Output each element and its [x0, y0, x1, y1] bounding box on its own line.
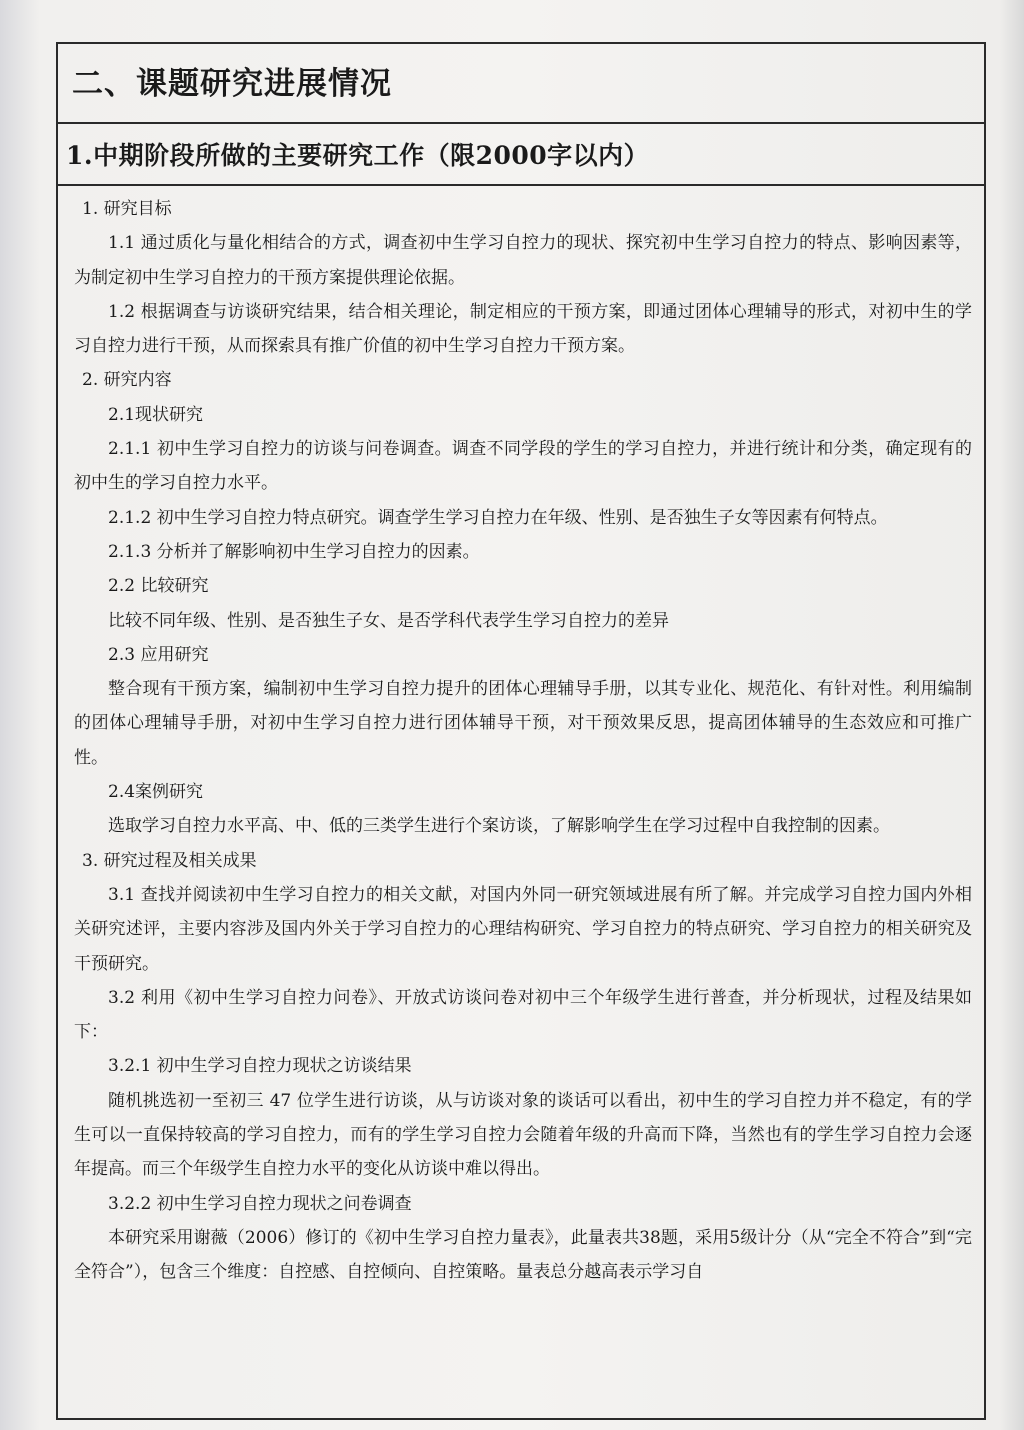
paragraph: 2.3 应用研究	[108, 644, 209, 665]
section-heading: 2. 研究内容	[82, 370, 172, 391]
subsection-title: 1.中期阶段所做的主要研究工作（限2000字以内）	[66, 141, 650, 170]
paragraph: 选取学习自控力水平高、中、低的三类学生进行个案访谈，了解影响学生在学习过程中自我控制的因素。	[108, 816, 890, 837]
paragraph: 2.1.1 初中生学习自控力的访谈与问卷调查。调查不同学段的学生的学习自控力，并进行统计和分类，确定现有的初中生的学习自控力水平。	[74, 439, 972, 494]
subsection-title-row	[58, 124, 984, 186]
paragraph: 随机挑选初一至初三 47 位学生进行访谈，从与访谈对象的谈话可以看出，初中生的学习自控力并不稳定，有的学生可以一直保持较高的学习自控力，而有的学生学习自控力会随着年级的升高而下降，当然也有的学生学习自控力会逐年提高。而三个年级学生自控力水平的变化从访谈中难以得出。	[74, 1090, 972, 1180]
paragraph: 整合现有干预方案，编制初中生学习自控力提升的团体心理辅导手册，以其专业化、规范化、有针对性。利用编制的团体心理辅导手册，对初中生学习自控力进行团体辅导干预，对干预效果反思，提高团体辅导的生态效应和可推广性。	[74, 679, 972, 768]
paragraph: 2.1现状研究	[108, 404, 204, 425]
section-title-row	[58, 44, 984, 124]
section-title: 二、课题研究进展情况	[72, 66, 392, 102]
paragraph: 3.2.2 初中生学习自控力现状之问卷调查	[108, 1193, 412, 1214]
paragraph: 3.1 查找并阅读初中生学习自控力的相关文献，对国内外同一研究领域进展有所了解。并完成学习自控力国内外相关研究述评，主要内容涉及国内外关于学习自控力的心理结构研究、学习自控力的特点研究、学习自控力的相关研究及干预研究。	[74, 884, 972, 974]
paragraph: 3.2 利用《初中生学习自控力问卷》、开放式访谈问卷对初中三个年级学生进行普查，并分析现状，过程及结果如下：	[74, 987, 972, 1043]
paragraph: 2.1.2 初中生学习自控力特点研究。调查学生学习自控力在年级、性别、是否独生子女等因素有何特点。	[108, 507, 888, 528]
content-area	[58, 186, 984, 1290]
paragraph: 3.2.1 初中生学习自控力现状之访谈结果	[108, 1056, 412, 1077]
paragraph: 本研究采用谢薇（2006）修订的《初中生学习自控力量表》，此量表共38题，采用5级计分（从“完全不符合”到“完全符合”），包含三个维度：自控感、自控倾向、自控策略。量表总分越高表示学习自	[74, 1227, 972, 1283]
paragraph: 2.4案例研究	[108, 782, 204, 803]
paragraph: 2.1.3 分析并了解影响初中生学习自控力的因素。	[108, 541, 480, 562]
paragraph: 2.2 比较研究	[108, 576, 209, 597]
form-table	[56, 42, 986, 1420]
section-heading: 3. 研究过程及相关成果	[82, 850, 257, 871]
paragraph: 1.2 根据调查与访谈研究结果，结合相关理论，制定相应的干预方案，即通过团体心理辅导的形式，对初中生的学习自控力进行干预，从而探索具有推广价值的初中生学习自控力干预方案。	[74, 301, 972, 357]
paragraph: 比较不同年级、性别、是否独生子女、是否学科代表学生学习自控力的差异	[108, 610, 669, 631]
section-heading: 1. 研究目标	[82, 199, 172, 219]
paragraph: 1.1 通过质化与量化相结合的方式，调查初中生学习自控力的现状、探究初中生学习自控力的特点、影响因素等，为制定初中生学习自控力的干预方案提供理论依据。	[74, 233, 972, 288]
